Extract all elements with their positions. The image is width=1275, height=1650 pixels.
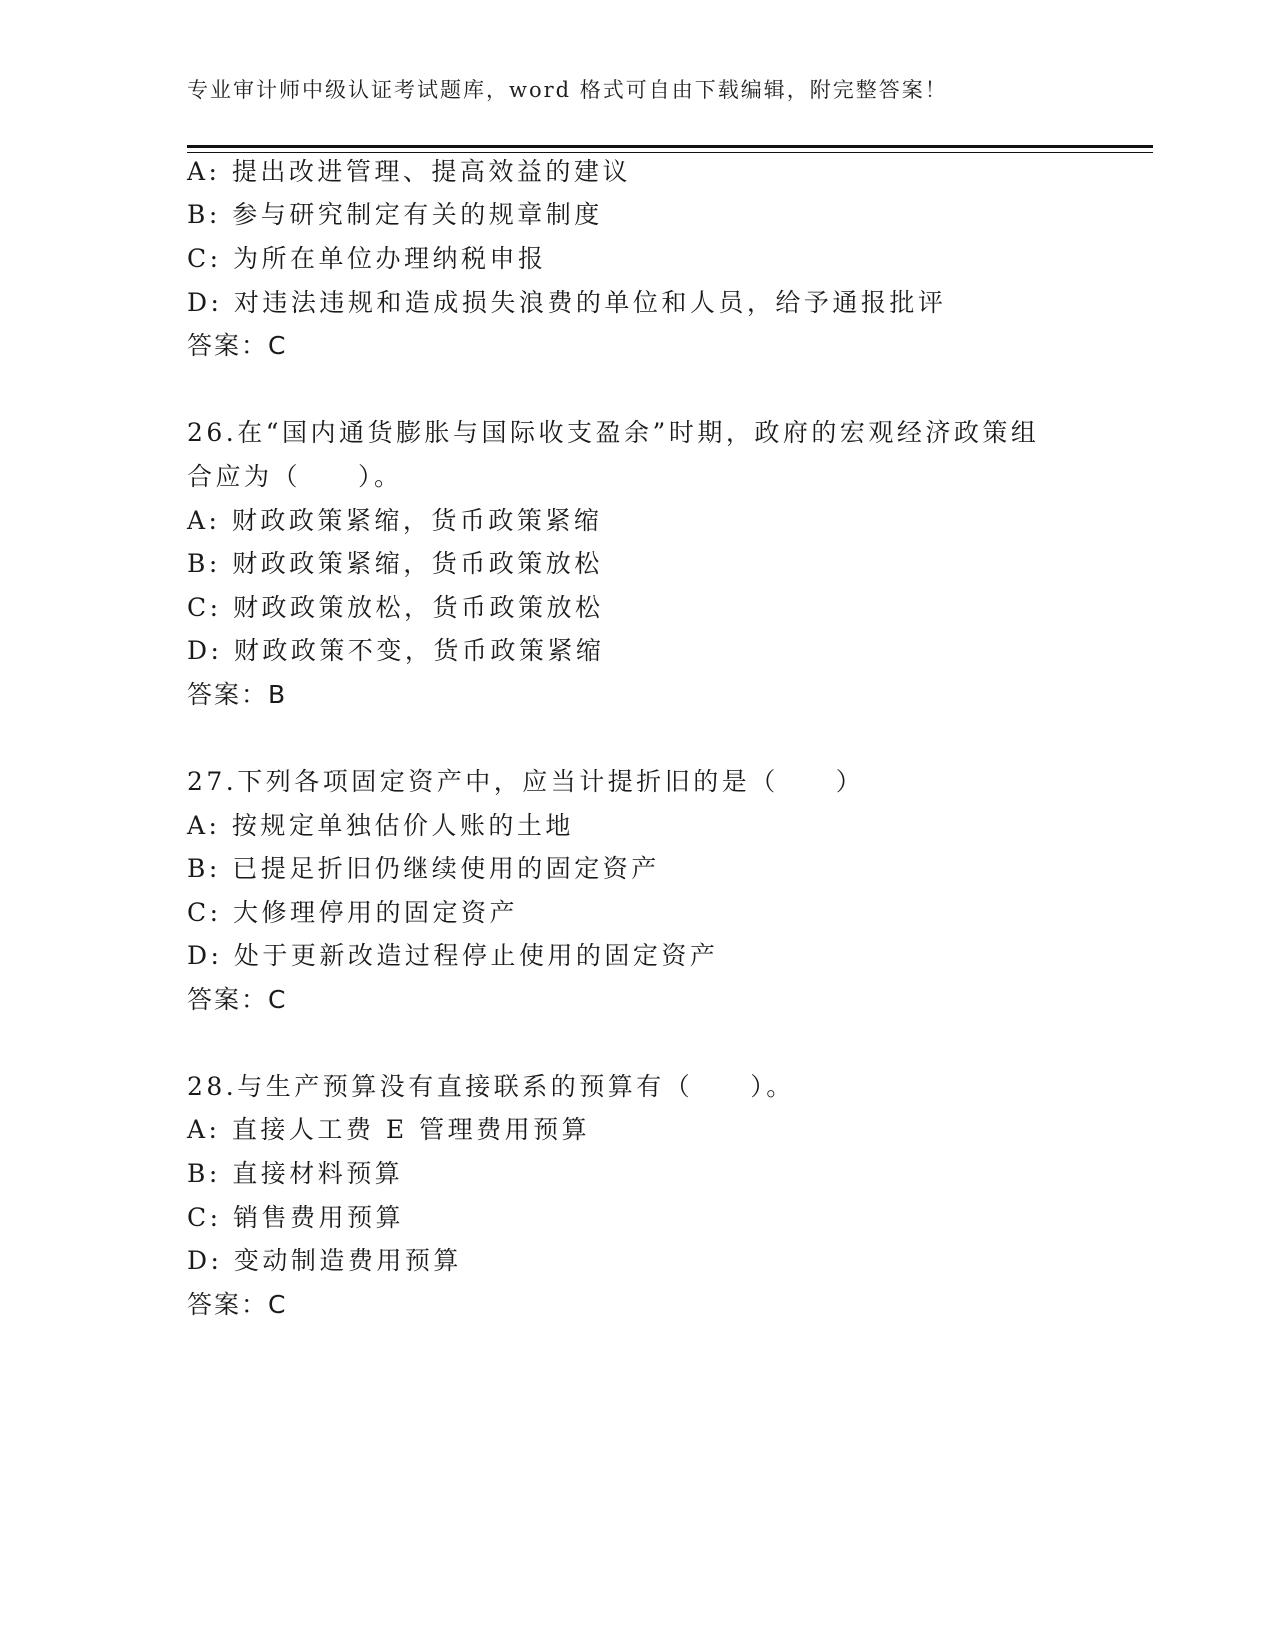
answer: 答案：C <box>187 331 288 360</box>
option-a: A: 直接人工费 E 管理费用预算 <box>187 1115 591 1144</box>
answer: 答案：C <box>187 985 288 1014</box>
option-b: B: 参与研究制定有关的规章制度 <box>187 200 603 229</box>
header-rule-thin <box>187 152 1153 153</box>
question-stem-continued: 合应为（ ）。 <box>187 462 403 491</box>
page-header: 专业审计师中级认证考试题库，word 格式可自由下载编辑，附完整答案！ <box>187 78 948 102</box>
option-c: C: 大修理停用的固定资产 <box>187 898 518 927</box>
question-stem: 26.在“国内通货膨胀与国际收支盈余”时期，政府的宏观经济政策组 <box>187 418 1040 447</box>
question-stem: 28.与生产预算没有直接联系的预算有（ ）。 <box>187 1072 795 1101</box>
option-d: D: 处于更新改造过程停止使用的固定资产 <box>187 941 719 970</box>
option-b: B: 财政政策紧缩，货币政策放松 <box>187 549 603 578</box>
option-c: C: 为所在单位办理纳税申报 <box>187 244 547 273</box>
answer: 答案：C <box>187 1290 288 1319</box>
option-a: A: 按规定单独估价人账的土地 <box>187 811 574 840</box>
header-rule-thick <box>187 145 1153 148</box>
option-c: C: 销售费用预算 <box>187 1203 404 1232</box>
option-c: C: 财政政策放松，货币政策放松 <box>187 593 604 622</box>
option-a: A: 财政政策紧缩，货币政策紧缩 <box>187 506 603 535</box>
option-b: B: 直接材料预算 <box>187 1159 404 1188</box>
option-a: A: 提出改进管理、提高效益的建议 <box>187 157 631 186</box>
option-d: D: 对违法违规和造成损失浪费的单位和人员，给予通报批评 <box>187 288 947 317</box>
option-d: D: 财政政策不变，货币政策紧缩 <box>187 636 605 665</box>
option-d: D: 变动制造费用预算 <box>187 1246 462 1275</box>
option-b: B: 已提足折旧仍继续使用的固定资产 <box>187 854 660 883</box>
answer: 答案：B <box>187 680 288 709</box>
question-stem: 27.下列各项固定资产中，应当计提折旧的是（ ） <box>187 767 865 796</box>
